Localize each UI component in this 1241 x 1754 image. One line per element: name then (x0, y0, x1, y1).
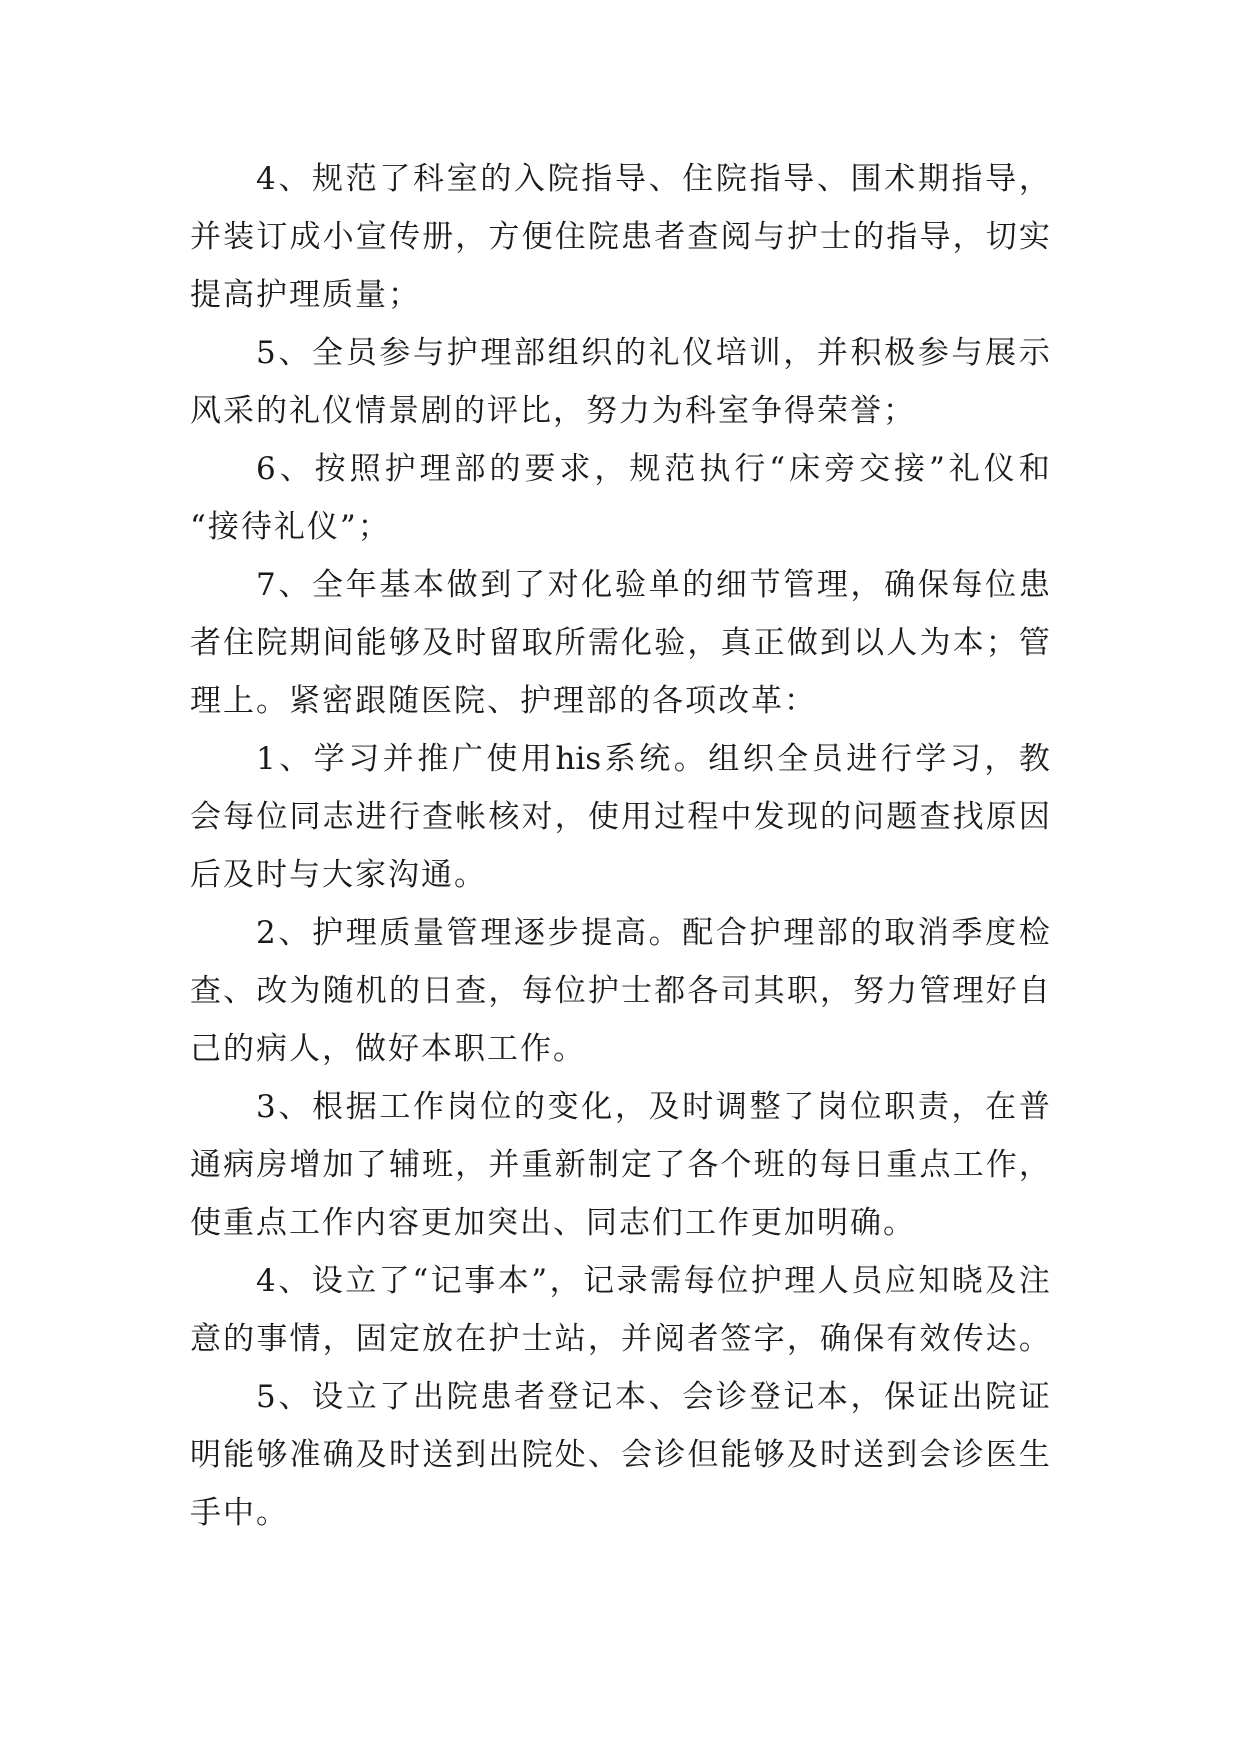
text-line: 通 病 房 增 加 了 辅 班 ， 并 重 新 制 定 了 各 个 班 的 每 日 重 点 工 作 ， (190, 1147, 1050, 1183)
text-line: 4 、 规 范 了 科 室 的 入 院 指 导 、 住 院 指 导 、 围 术 期 指 导 ， (256, 161, 1050, 197)
text-line: 1 、 学 习 并 推 广 使 用 his 系 统 。 组 织 全 员 进 行 学 习 ， 教 (256, 741, 1050, 777)
text-line: 意 的 事 情 ， 固 定 放 在 护 士 站 ， 并 阅 者 签 字 ， 确 保 有 效 传 达 。 (190, 1321, 1050, 1357)
text-line: 明 能 够 准 确 及 时 送 到 出 院 处 、 会 诊 但 能 够 及 时 送 到 会 诊 医 生 (190, 1437, 1050, 1473)
text-line: 7 、 全 年 基 本 做 到 了 对 化 验 单 的 细 节 管 理 ， 确 保 每 位 患 (256, 567, 1050, 603)
text-line: 风采的礼仪情景剧的评比，努力为科室争得荣誉； (190, 393, 916, 429)
text-line: “接待礼仪”； (190, 509, 391, 545)
document-page (190, 150, 1050, 1542)
text-line: 者 住 院 期 间 能 够 及 时 留 取 所 需 化 验 ， 真 正 做 到 以 人 为 本 ； 管 (190, 625, 1050, 661)
text-line: 使重点工作内容更加突出、同志们工作更加明确。 (190, 1205, 916, 1241)
text-line: 手中。 (190, 1495, 289, 1531)
text-line: 后及时与大家沟通。 (190, 857, 487, 893)
text-line: 提高护理质量； (190, 277, 421, 313)
text-line: 查 、 改 为 随 机 的 日 查 ， 每 位 护 士 都 各 司 其 职 ， 努 力 管 理 好 自 (190, 973, 1050, 1009)
text-line: 会 每 位 同 志 进 行 查 帐 核 对 ， 使 用 过 程 中 发 现 的 问 题 查 找 原 因 (190, 799, 1050, 835)
text-line: 理上。紧密跟随医院、护理部的各项改革： (190, 683, 817, 719)
text-line: 并 装 订 成 小 宣 传 册 ， 方 便 住 院 患 者 查 阅 与 护 士 的 指 导 ， 切 实 (190, 219, 1050, 255)
text-line: 3 、 根 据 工 作 岗 位 的 变 化 ， 及 时 调 整 了 岗 位 职 责 ， 在 普 (256, 1089, 1050, 1125)
text-line: 5 、 设 立 了 出 院 患 者 登 记 本 、 会 诊 登 记 本 ， 保 证 出 院 证 (256, 1379, 1050, 1415)
text-line: 5 、 全 员 参 与 护 理 部 组 织 的 礼 仪 培 训 ， 并 积 极 参 与 展 示 (256, 335, 1050, 371)
text-line: 4 、 设 立 了 “ 记 事 本 ” ， 记 录 需 每 位 护 理 人 员 应 知 晓 及 注 (256, 1263, 1050, 1299)
text-line: 2 、 护 理 质 量 管 理 逐 步 提 高 。 配 合 护 理 部 的 取 消 季 度 检 (256, 915, 1050, 951)
text-line: 己的病人，做好本职工作。 (190, 1031, 586, 1067)
text-line: 6 、 按 照 护 理 部 的 要 求 ， 规 范 执 行 “ 床 旁 交 接 ” 礼 仪 和 (256, 451, 1050, 487)
